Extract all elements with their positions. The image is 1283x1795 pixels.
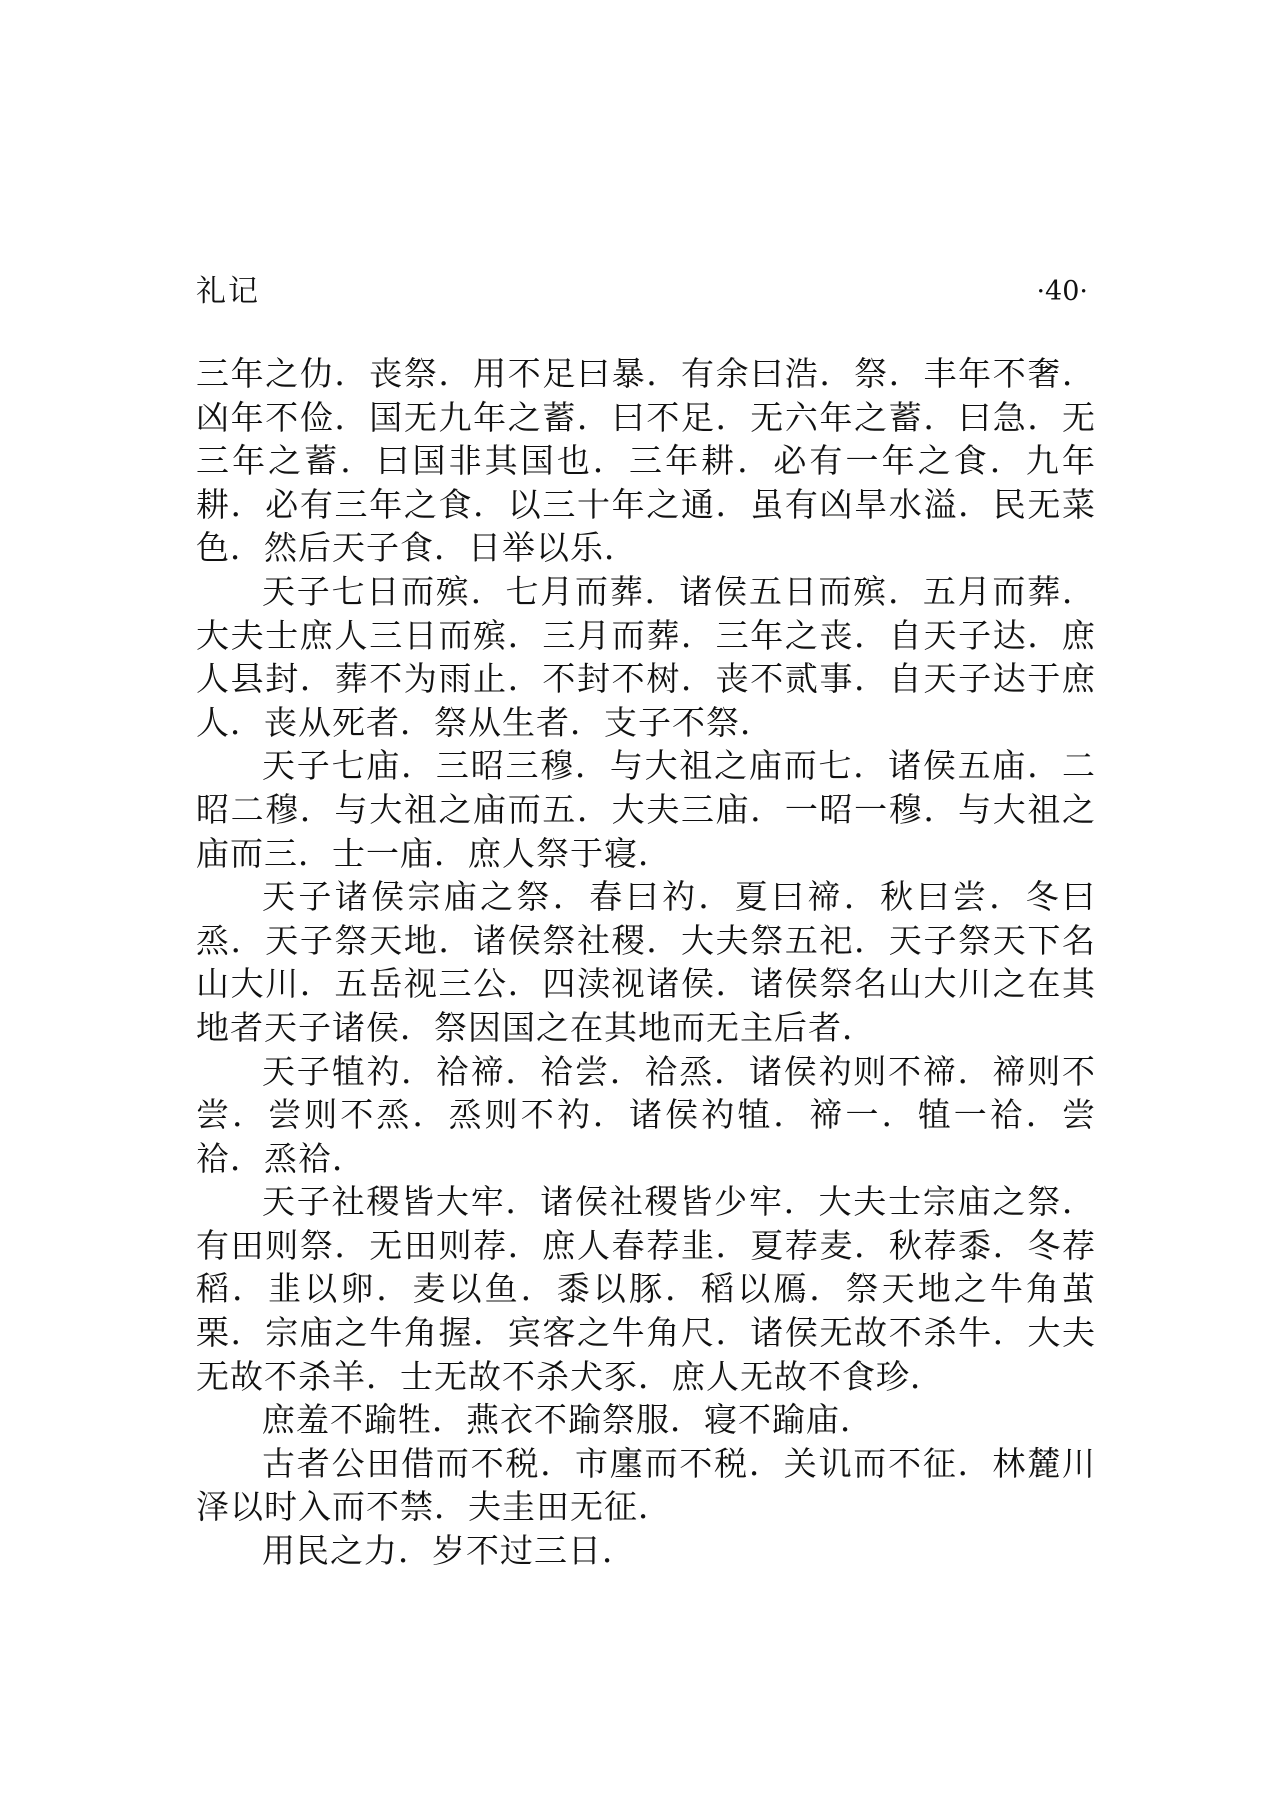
paragraph: 用民之力．岁不过三日． xyxy=(262,1531,636,1571)
running-header xyxy=(196,268,1088,316)
page-number: ·40· xyxy=(1036,276,1088,307)
paragraph: 天子诸侯宗庙之祭．春曰礿．夏曰禘．秋曰尝．冬曰烝．天子祭天地．诸侯祭社稷．大夫祭五祀．天子祭天下名山大川．五岳视三公．四渎视诸侯．诸侯祭名山大川之在其地者天子诸侯．祭因国之在其地而无主后者． xyxy=(196,877,1096,1047)
book-title: 礼记 xyxy=(196,274,260,309)
paragraph: 天子七日而殡．七月而葬．诸侯五日而殡．五月而葬．大夫士庶人三日而殡．三月而葬．三年之丧．自天子达．庶人县封．葬不为雨止．不封不树．丧不贰事．自天子达于庶人．丧从死者．祭从生者．支子不祭． xyxy=(196,571,1096,742)
paragraph: 天子社稷皆大牢．诸侯社稷皆少牢．大夫士宗庙之祭．有田则祭．无田则荐．庶人春荐韭．夏荐麦．秋荐黍．冬荐稻．韭以卵．麦以鱼．黍以豚．稻以鴈．祭天地之牛角茧栗．宗庙之牛角握．宾客之牛角尺．诸侯无故不杀牛．大夫无故不杀羊．士无故不杀犬豕．庶人无故不食珍． xyxy=(196,1182,1096,1396)
body-text xyxy=(196,352,1096,1573)
paragraph: 三年之仂．丧祭．用不足曰暴．有余曰浩．祭．丰年不奢．凶年不俭．国无九年之蓄．曰不足．无六年之蓄．曰急．无三年之蓄．曰国非其国也．三年耕．必有一年之食．九年耕．必有三年之食．以三十年之通．虽有凶旱水溢．民无菜色．然后天子食．日举以乐． xyxy=(196,354,1096,568)
paragraph: 天子七庙．三昭三穆．与大祖之庙而七．诸侯五庙．二昭二穆．与大祖之庙而五．大夫三庙．一昭一穆．与大祖之庙而三．士一庙．庶人祭于寝． xyxy=(196,746,1096,873)
paragraph: 庶羞不踰牲．燕衣不踰祭服．寝不踰庙． xyxy=(262,1400,874,1440)
paragraph: 古者公田借而不税．市廛而不税．关讥而不征．林麓川泽以时入而不禁．夫圭田无征． xyxy=(196,1443,1096,1527)
paragraph: 天子犆礿．祫禘．祫尝．祫烝．诸侯礿则不禘．禘则不尝．尝则不烝．烝则不礿．诸侯礿犆．禘一．犆一祫．尝祫．烝祫． xyxy=(196,1051,1096,1178)
